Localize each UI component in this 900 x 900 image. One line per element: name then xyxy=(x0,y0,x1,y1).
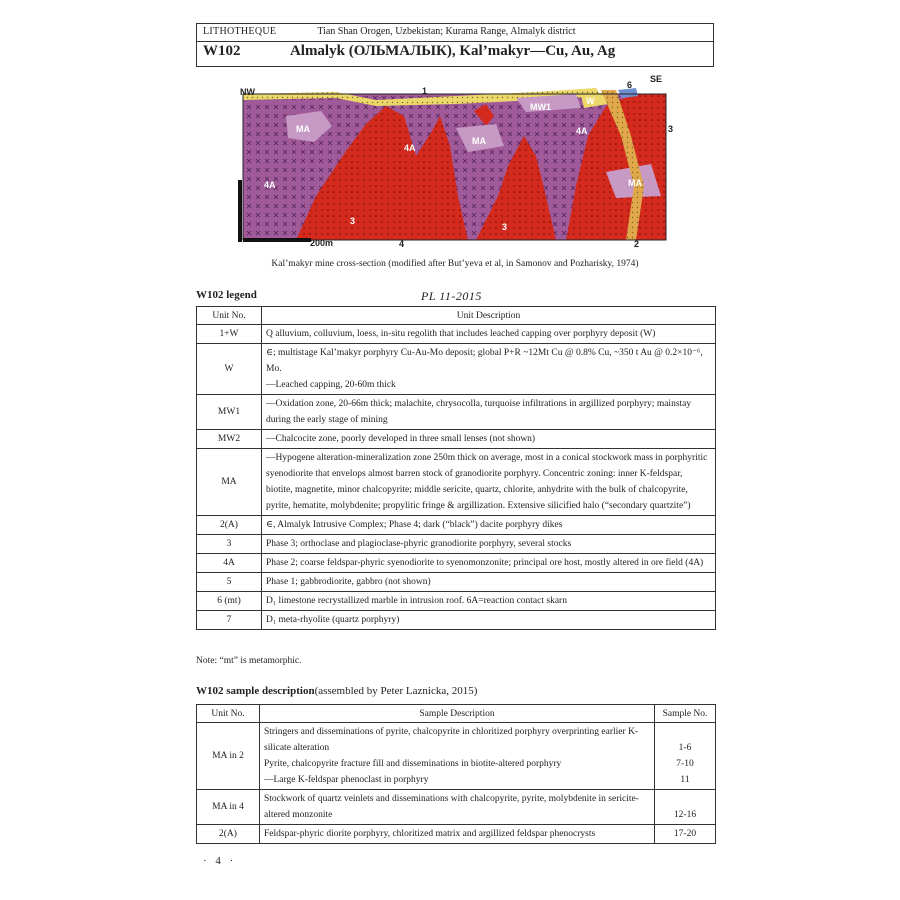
samples-header-num: Sample No. xyxy=(655,705,716,723)
legend-unit: 4A xyxy=(197,554,262,573)
sample-number: 17-20 xyxy=(673,829,697,839)
samples-title-text: W102 sample description xyxy=(196,685,315,697)
sample-desc-line: Pyrite, chalcopyrite fracture fill and disseminations in biotite-altered porphyry xyxy=(264,759,562,769)
label-4a-mid: 4A xyxy=(404,143,416,153)
label-unit-2-bottom: 2 xyxy=(634,239,640,249)
legend-desc: —Oxidation zone, 20-66m thick; malachite, chrysocolla, turquoise infiltrations in argillized porphyry; mainstay during the early stage of mining xyxy=(262,395,716,430)
page-header xyxy=(196,23,714,67)
legend-header-unit: Unit No. xyxy=(197,307,262,325)
legend-unit: 2(A) xyxy=(197,516,262,535)
location-label: Tian Shan Orogen, Uzbekistan; Kurama Range, Almalyk district xyxy=(317,26,576,37)
page-number: · 4 · xyxy=(203,855,237,867)
sample-desc-line: Stockwork of quartz veinlets and disseminations with chalcopyrite, pyrite, molybdenite in sericite-altered monzonite xyxy=(264,794,639,820)
samples-subtitle: (assembled by Peter Laznicka, 2015) xyxy=(314,685,478,697)
samples-row xyxy=(197,825,716,844)
samples-table xyxy=(196,704,716,844)
cross-section-figure xyxy=(236,76,676,248)
legend-desc: —Chalcocite zone, poorly developed in three small lenses (not shown) xyxy=(262,430,716,449)
legend-row xyxy=(197,344,716,395)
legend-unit: 7 xyxy=(197,611,262,630)
sample-desc xyxy=(260,825,655,844)
label-unit-6: 6 xyxy=(627,80,633,90)
legend-row xyxy=(197,449,716,516)
sample-code: W102 xyxy=(203,43,241,59)
legend-header-desc: Unit Description xyxy=(262,307,716,325)
label-3-left: 3 xyxy=(350,216,356,226)
samples-header-desc: Sample Description xyxy=(260,705,655,723)
legend-unit: 5 xyxy=(197,573,262,592)
legend-row xyxy=(197,592,716,611)
legend-row xyxy=(197,535,716,554)
samples-row xyxy=(197,790,716,825)
legend-unit: 3 xyxy=(197,535,262,554)
sample-unit: MA in 4 xyxy=(197,790,260,825)
label-4a-left: 4A xyxy=(264,180,276,190)
legend-row xyxy=(197,611,716,630)
sample-number: 12-16 xyxy=(673,810,697,820)
legend-title: W102 legend xyxy=(196,289,257,301)
legend-note: Note: “mt” is metamorphic. xyxy=(196,656,302,666)
legend-row xyxy=(197,395,716,430)
label-nw: NW xyxy=(240,87,255,97)
label-ma-1: MA xyxy=(296,124,310,134)
legend-row xyxy=(197,516,716,535)
header-row-1 xyxy=(203,26,576,37)
legend-row xyxy=(197,573,716,592)
label-mw1: MW1 xyxy=(530,102,551,112)
legend-unit: 6 (mt) xyxy=(197,592,262,611)
legend-desc: —Hypogene alteration-mineralization zone 250m thick on average, most in a conical stockwork mass in porphyritic syenodiorite that envelops almost barren stock of granodiorite porphyry. Concentric zoning: inner K-feldspar, biotite, magnetite, minor chalcopyrite; middle sericite, quartz, chlorite, anhydrite with the bulk of chalcopyrite, pyrite, hematite, molybdenite; propylitic fringe & argillization. Extensive silicified halo (“secondary quartzite”) xyxy=(262,449,716,516)
sample-unit: MA in 2 xyxy=(197,723,260,790)
legend-desc: D₁ meta-rhyolite (quartz porphyry) xyxy=(262,611,716,630)
legend-header-row xyxy=(197,307,716,325)
cross-section-map xyxy=(236,76,676,248)
label-3-mid: 3 xyxy=(502,222,508,232)
legend-desc: Phase 1; gabbrodiorite, gabbro (not shown) xyxy=(262,573,716,592)
legend-unit: MA xyxy=(197,449,262,516)
legend-row xyxy=(197,554,716,573)
samples-header-unit: Unit No. xyxy=(197,705,260,723)
scale-bar-horizontal xyxy=(243,238,311,242)
label-4a-right: 4A xyxy=(576,126,588,136)
header-divider xyxy=(197,41,713,42)
samples-header-row xyxy=(197,705,716,723)
legend-unit: W xyxy=(197,344,262,395)
sample-desc-line: Stringers and disseminations of pyrite, chalcopyrite in chloritized porphyry overprinting earlier K-silicate alteration xyxy=(264,727,639,753)
legend-desc: Phase 3; orthoclase and plagioclase-phyric granodiorite porphyry, several stocks xyxy=(262,535,716,554)
label-w: W xyxy=(586,96,595,106)
legend-row xyxy=(197,430,716,449)
legend-desc: Phase 2; coarse feldspar-phyric syenodiorite to syenomonzonite; principal ore host, mostly altered in ore field (4A) xyxy=(262,554,716,573)
plate-number: PL 11-2015 xyxy=(421,289,482,303)
legend-desc: D₁ limestone recrystallized marble in intrusion roof. 6A=reaction contact skarn xyxy=(262,592,716,611)
sample-numbers xyxy=(655,790,716,825)
sample-number: 7-10 xyxy=(676,759,694,769)
legend-row xyxy=(197,325,716,344)
label-unit-3-right: 3 xyxy=(668,124,674,134)
legend-unit: MW1 xyxy=(197,395,262,430)
scale-bar-vertical xyxy=(238,180,242,242)
sample-unit: 2(A) xyxy=(197,825,260,844)
sample-number: 11 xyxy=(680,775,690,785)
legend-desc: Q alluvium, colluvium, loess, in-situ regolith that includes leached capping over porphyry deposit (W) xyxy=(262,325,716,344)
header-row-2 xyxy=(203,43,615,60)
sample-desc-line: Feldspar-phyric diorite porphyry, chloritized matrix and argillized feldspar phenocrysts xyxy=(264,829,596,839)
legend-desc-line: ∈; multistage Kal’makyr porphyry Cu-Au-Mo deposit; global P+R ~12Mt Cu @ 0.8% Cu, ~350 t Au @ 0.2×10⁻⁶, Mo. xyxy=(266,348,703,374)
label-ma-2: MA xyxy=(472,136,486,146)
label-se: SE xyxy=(650,74,663,84)
scale-label: 200m xyxy=(310,238,334,248)
sample-desc xyxy=(260,790,655,825)
legend-table xyxy=(196,306,716,630)
legend-desc-line: —Leached capping, 20-60m thick xyxy=(266,380,396,390)
legend-unit: 1+W xyxy=(197,325,262,344)
page-title: Almalyk (ОЛЬМАЛЫК), Kal’makyr—Cu, Au, Ag xyxy=(289,43,616,59)
samples-title xyxy=(196,685,477,697)
series-label: LITHOTHEQUE xyxy=(203,26,277,37)
sample-desc xyxy=(260,723,655,790)
label-unit-4-bottom: 4 xyxy=(399,239,405,249)
samples-row xyxy=(197,723,716,790)
sample-desc-line: —Large K-feldspar phenoclast in porphyry xyxy=(264,775,429,785)
sample-number: 1-6 xyxy=(678,743,692,753)
sample-numbers xyxy=(655,825,716,844)
legend-unit: MW2 xyxy=(197,430,262,449)
figure-caption: Kal’makyr mine cross-section (modified after But’yeva et al, in Samonov and Pozharisky, 1974) xyxy=(271,259,639,269)
label-unit-1: 1 xyxy=(422,86,428,96)
sample-numbers xyxy=(655,723,716,790)
legend-desc: ∈, Almalyk Intrusive Complex; Phase 4; dark (“black”) dacite porphyry dikes xyxy=(262,516,716,535)
label-ma-right: MA xyxy=(628,178,642,188)
legend-desc xyxy=(262,344,716,395)
